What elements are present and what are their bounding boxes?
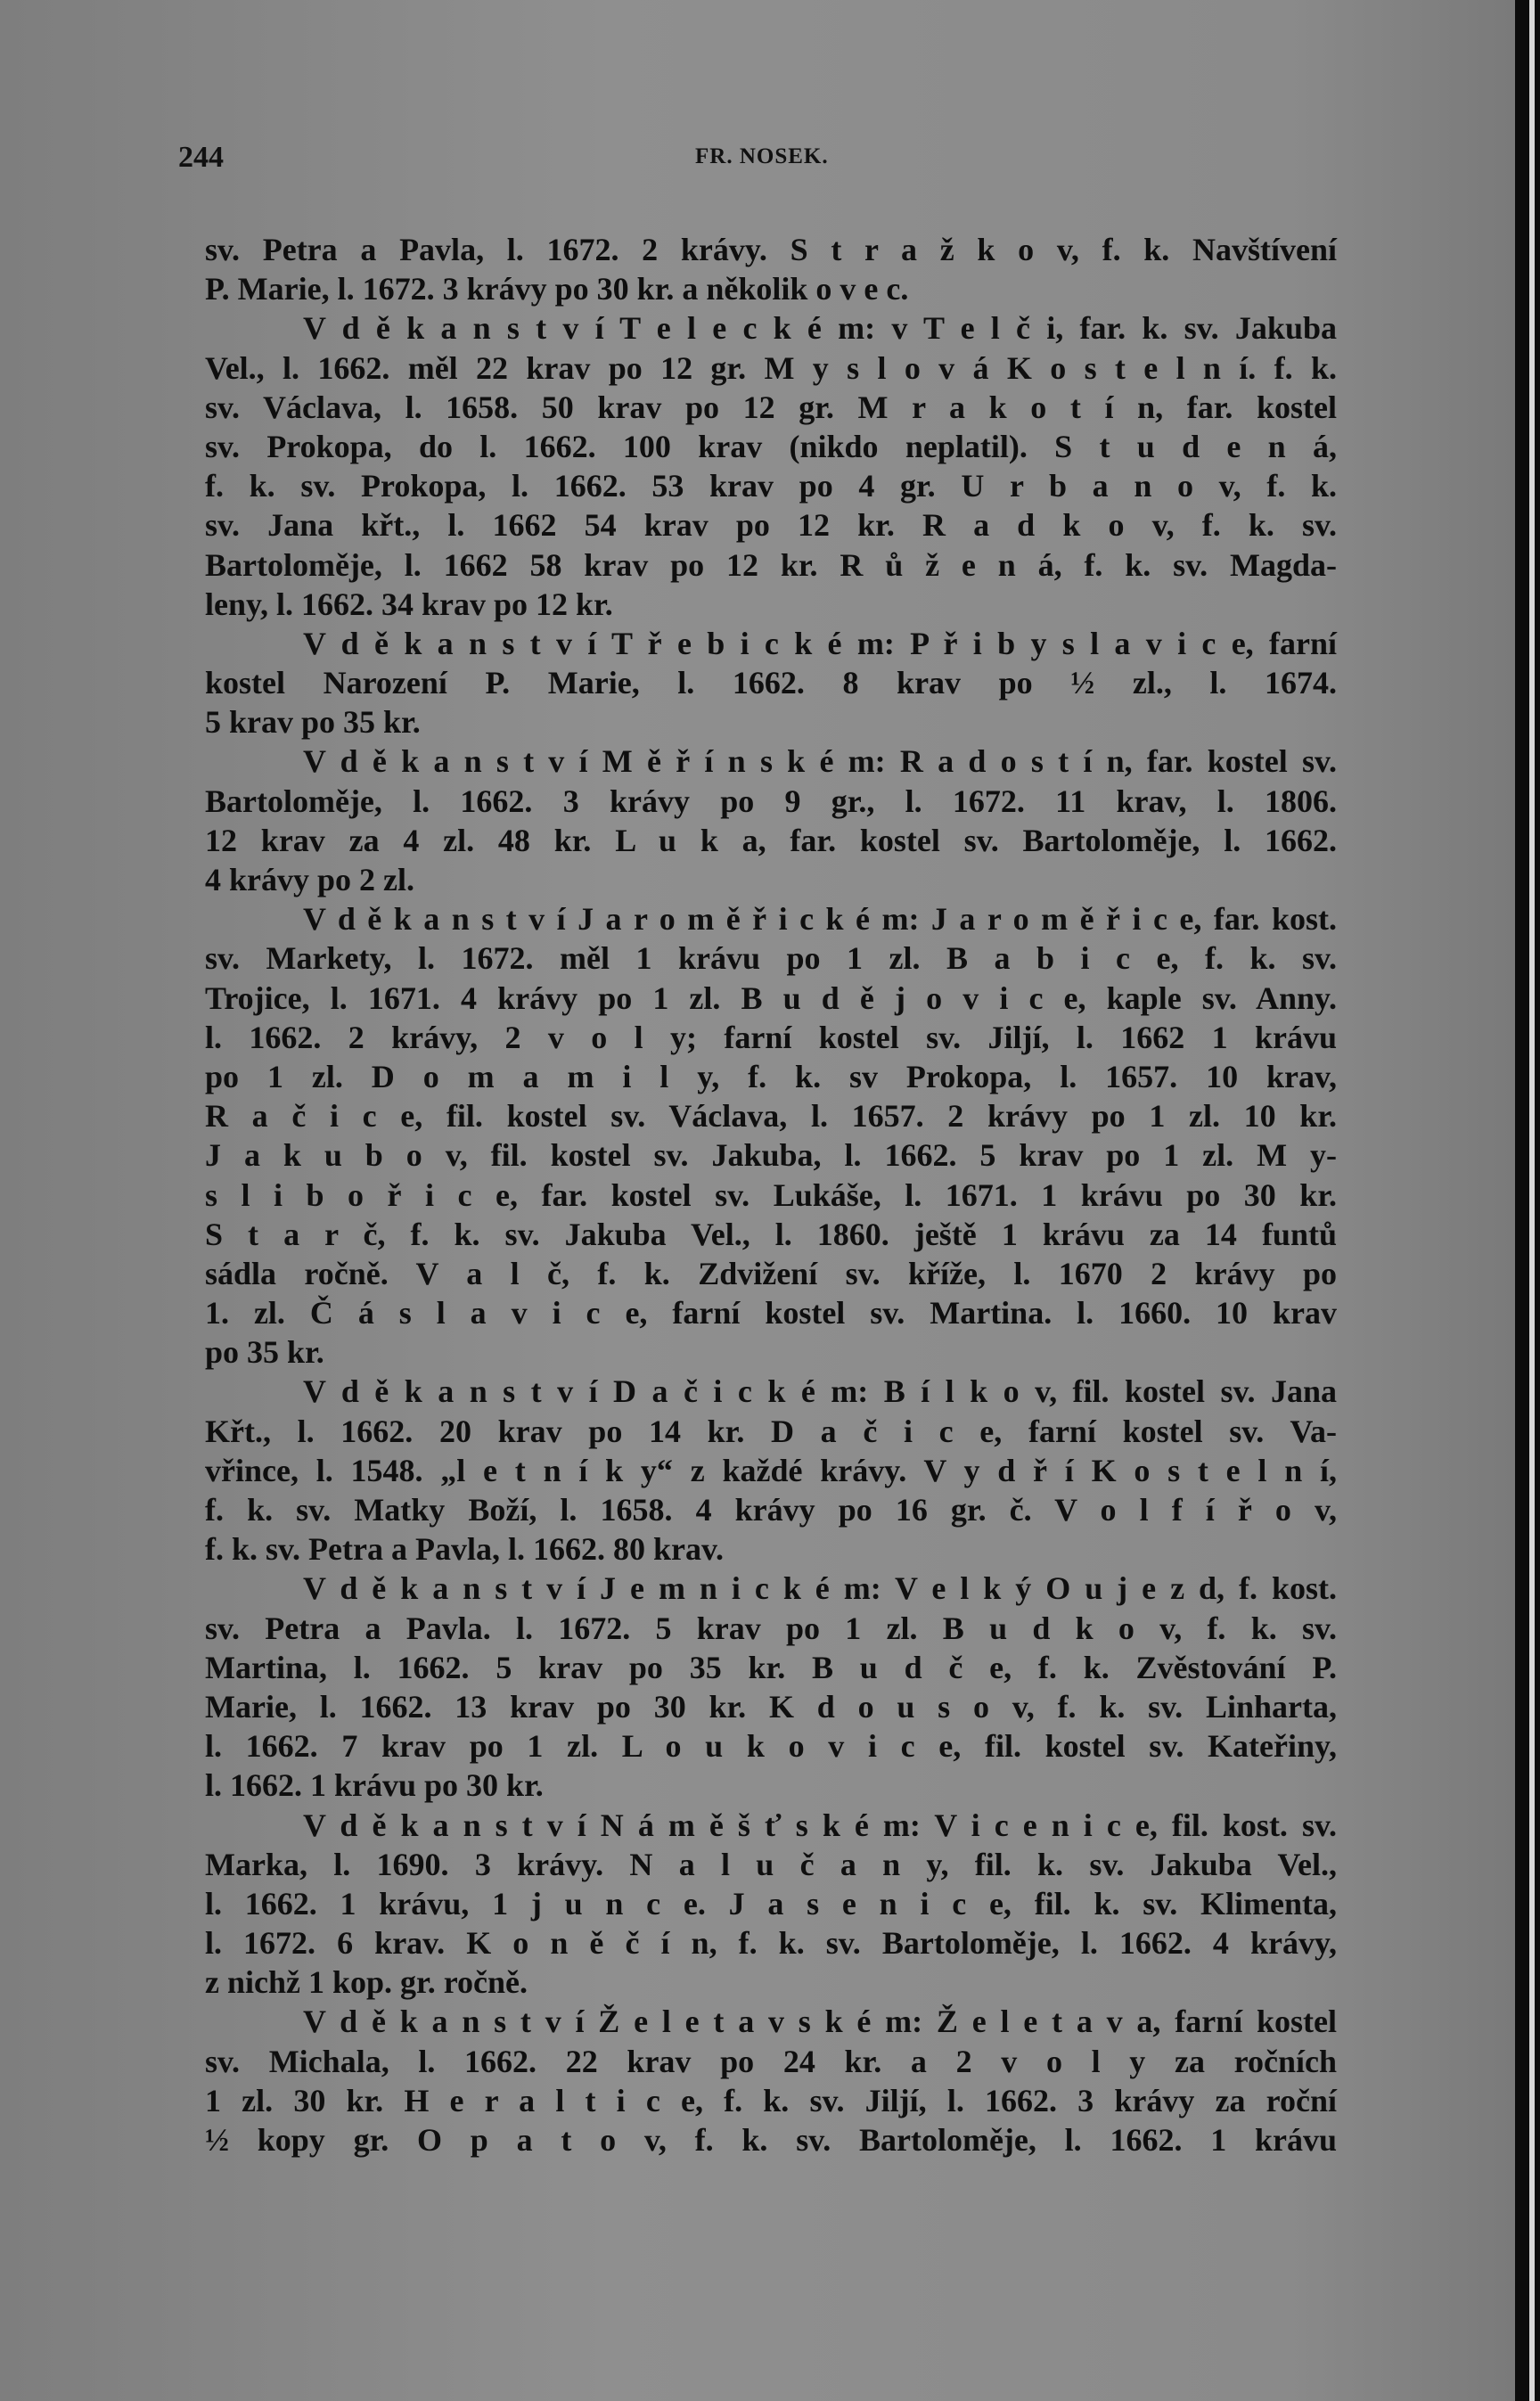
text-line: V d ě k a n s t v í M ě ř í n s k é m: R a d o s t í n, far. kostel sv.: [303, 743, 1337, 780]
text-line: V d ě k a n s t v í T ř e b i c k é m: P ř i b y s l a v i c e, farní: [303, 625, 1337, 661]
text-line: 1 zl. 30 kr. H e r a l t i c e, f. k. sv. Jiljí, l. 1662. 3 krávy za roční: [205, 2082, 1337, 2118]
text-line: sádla ročně. V a l č, f. k. Zdvižení sv. kříže, l. 1670 2 krávy po: [205, 1255, 1337, 1291]
text-line: l. 1662. 1 krávu, 1 j u n c e. J a s e n i c e, fil. k. sv. Klimenta,: [205, 1885, 1337, 1922]
text-line: sv. Petra a Pavla. l. 1672. 5 krav po 1 zl. B u d k o v, f. k. sv.: [205, 1610, 1337, 1646]
text-line: leny, l. 1662. 34 krav po 12 kr.: [205, 586, 613, 622]
text-line: ½ kopy gr. O p a t o v, f. k. sv. Bartoloměje, l. 1662. 1 krávu: [205, 2122, 1337, 2158]
text-line: sv. Jana křt., l. 1662 54 krav po 12 kr. R a d k o v, f. k. sv.: [205, 507, 1337, 544]
text-line: 1. zl. Č á s l a v i c e, farní kostel sv. Martina. l. 1660. 10 krav: [205, 1295, 1337, 1332]
text-line: sv. Markety, l. 1672. měl 1 krávu po 1 zl. B a b i c e, f. k. sv.: [205, 940, 1337, 977]
text-line: V d ě k a n s t v í J e m n i c k é m: V e l k ý O u j e z d, f. kost.: [303, 1570, 1337, 1607]
text-line: V d ě k a n s t v í D a č i c k é m: B í l k o v, fil. kostel sv. Jana: [303, 1373, 1337, 1410]
page-header: [0, 141, 1515, 185]
text-line: V d ě k a n s t v í N á m ě š ť s k é m: V i c e n i c e, fil. kost. sv.: [303, 1807, 1337, 1843]
text-line: Křt., l. 1662. 20 krav po 14 kr. D a č i c e, farní kostel sv. Va-: [205, 1413, 1337, 1449]
text-line: z nichž 1 kop. gr. ročně.: [205, 1964, 528, 2001]
text-line: l. 1672. 6 krav. K o n ě č í n, f. k. sv. Bartoloměje, l. 1662. 4 krávy,: [205, 1925, 1337, 1962]
text-line: s l i b o ř i c e, far. kostel sv. Lukáše, l. 1671. 1 krávu po 30 kr.: [205, 1176, 1337, 1213]
text-line: l. 1662. 7 krav po 1 zl. L o u k o v i c e, fil. kostel sv. Kateřiny,: [205, 1728, 1337, 1765]
text-line: 5 krav po 35 kr.: [205, 704, 421, 741]
text-line: sv. Michala, l. 1662. 22 krav po 24 kr. a 2 v o l y za ročních: [205, 2043, 1337, 2079]
text-line: J a k u b o v, fil. kostel sv. Jakuba, l. 1662. 5 krav po 1 zl. M y-: [205, 1137, 1337, 1174]
body-text: [205, 230, 1337, 2159]
text-line: f. k. sv. Matky Boží, l. 1658. 4 krávy po 16 gr. č. V o l f í ř o v,: [205, 1492, 1337, 1528]
text-line: vřince, l. 1548. „l e t n í k y“ z každé krávy. V y d ř í K o s t e l n í,: [205, 1452, 1337, 1488]
text-line: sv. Petra a Pavla, l. 1672. 2 krávy. S t r a ž k o v, f. k. Navštívení: [205, 232, 1337, 267]
text-line: f. k. sv. Petra a Pavla, l. 1662. 80 krav.: [205, 1531, 724, 1568]
text-line: Bartoloměje, l. 1662 58 krav po 12 kr. R ů ž e n á, f. k. sv. Magda-: [205, 546, 1337, 583]
text-line: l. 1662. 1 krávu po 30 kr.: [205, 1767, 544, 1804]
page-edge-highlight: [1529, 0, 1535, 2401]
text-line: 12 krav za 4 zl. 48 kr. L u k a, far. kostel sv. Bartoloměje, l. 1662.: [205, 822, 1337, 858]
text-line: P. Marie, l. 1672. 3 krávy po 30 kr. a několik o v e c.: [205, 271, 909, 307]
text-line: Marie, l. 1662. 13 krav po 30 kr. K d o u s o v, f. k. sv. Linharta,: [205, 1688, 1337, 1725]
text-line: Trojice, l. 1671. 4 krávy po 1 zl. B u d ě j o v i c e, kaple sv. Anny.: [205, 979, 1337, 1016]
text-line: kostel Narození P. Marie, l. 1662. 8 krav po ½ zl., l. 1674.: [205, 665, 1337, 701]
text-line: Vel., l. 1662. měl 22 krav po 12 gr. M y s l o v á K o s t e l n í. f. k.: [205, 349, 1337, 386]
text-line: Marka, l. 1690. 3 krávy. N a l u č a n y, fil. k. sv. Jakuba Vel.,: [205, 1846, 1337, 1882]
text-line: V d ě k a n s t v í T e l e c k é m: v T e l č i, far. k. sv. Jakuba: [303, 310, 1337, 347]
page-edge-border: [1515, 0, 1540, 2401]
text-line: S t a r č, f. k. sv. Jakuba Vel., l. 1860. ještě 1 krávu za 14 funtů: [205, 1216, 1337, 1252]
text-line: Bartoloměje, l. 1662. 3 krávy po 9 gr., l. 1672. 11 krav, l. 1806.: [205, 783, 1337, 819]
text-line: sv. Václava, l. 1658. 50 krav po 12 gr. M r a k o t í n, far. kostel: [205, 389, 1337, 425]
text-line: Martina, l. 1662. 5 krav po 35 kr. B u d č e, f. k. Zvěstování P.: [205, 1649, 1337, 1685]
text-line: po 35 kr.: [205, 1334, 324, 1371]
text-line: R a č i c e, fil. kostel sv. Václava, l. 1657. 2 krávy po 1 zl. 10 kr.: [205, 1098, 1337, 1135]
text-line: f. k. sv. Prokopa, l. 1662. 53 krav po 4 gr. U r b a n o v, f. k.: [205, 468, 1337, 504]
text-line: sv. Prokopa, do l. 1662. 100 krav (nikdo neplatil). S t u d e n á,: [205, 428, 1337, 464]
text-line: po 1 zl. D o m a m i l y, f. k. sv Prokopa, l. 1657. 10 krav,: [205, 1058, 1337, 1094]
text-line: l. 1662. 2 krávy, 2 v o l y; farní kostel sv. Jiljí, l. 1662 1 krávu: [205, 1019, 1337, 1055]
text-line: V d ě k a n s t v í Ž e l e t a v s k é m: Ž e l e t a v a, farní kostel: [303, 2004, 1337, 2040]
text-line: 4 krávy po 2 zl.: [205, 862, 415, 897]
page-number: 244: [178, 141, 224, 174]
text-line: V d ě k a n s t v í J a r o m ě ř i c k é m: J a r o m ě ř i c e, far. kost.: [303, 901, 1337, 938]
running-head: FR. NOSEK.: [695, 144, 829, 168]
